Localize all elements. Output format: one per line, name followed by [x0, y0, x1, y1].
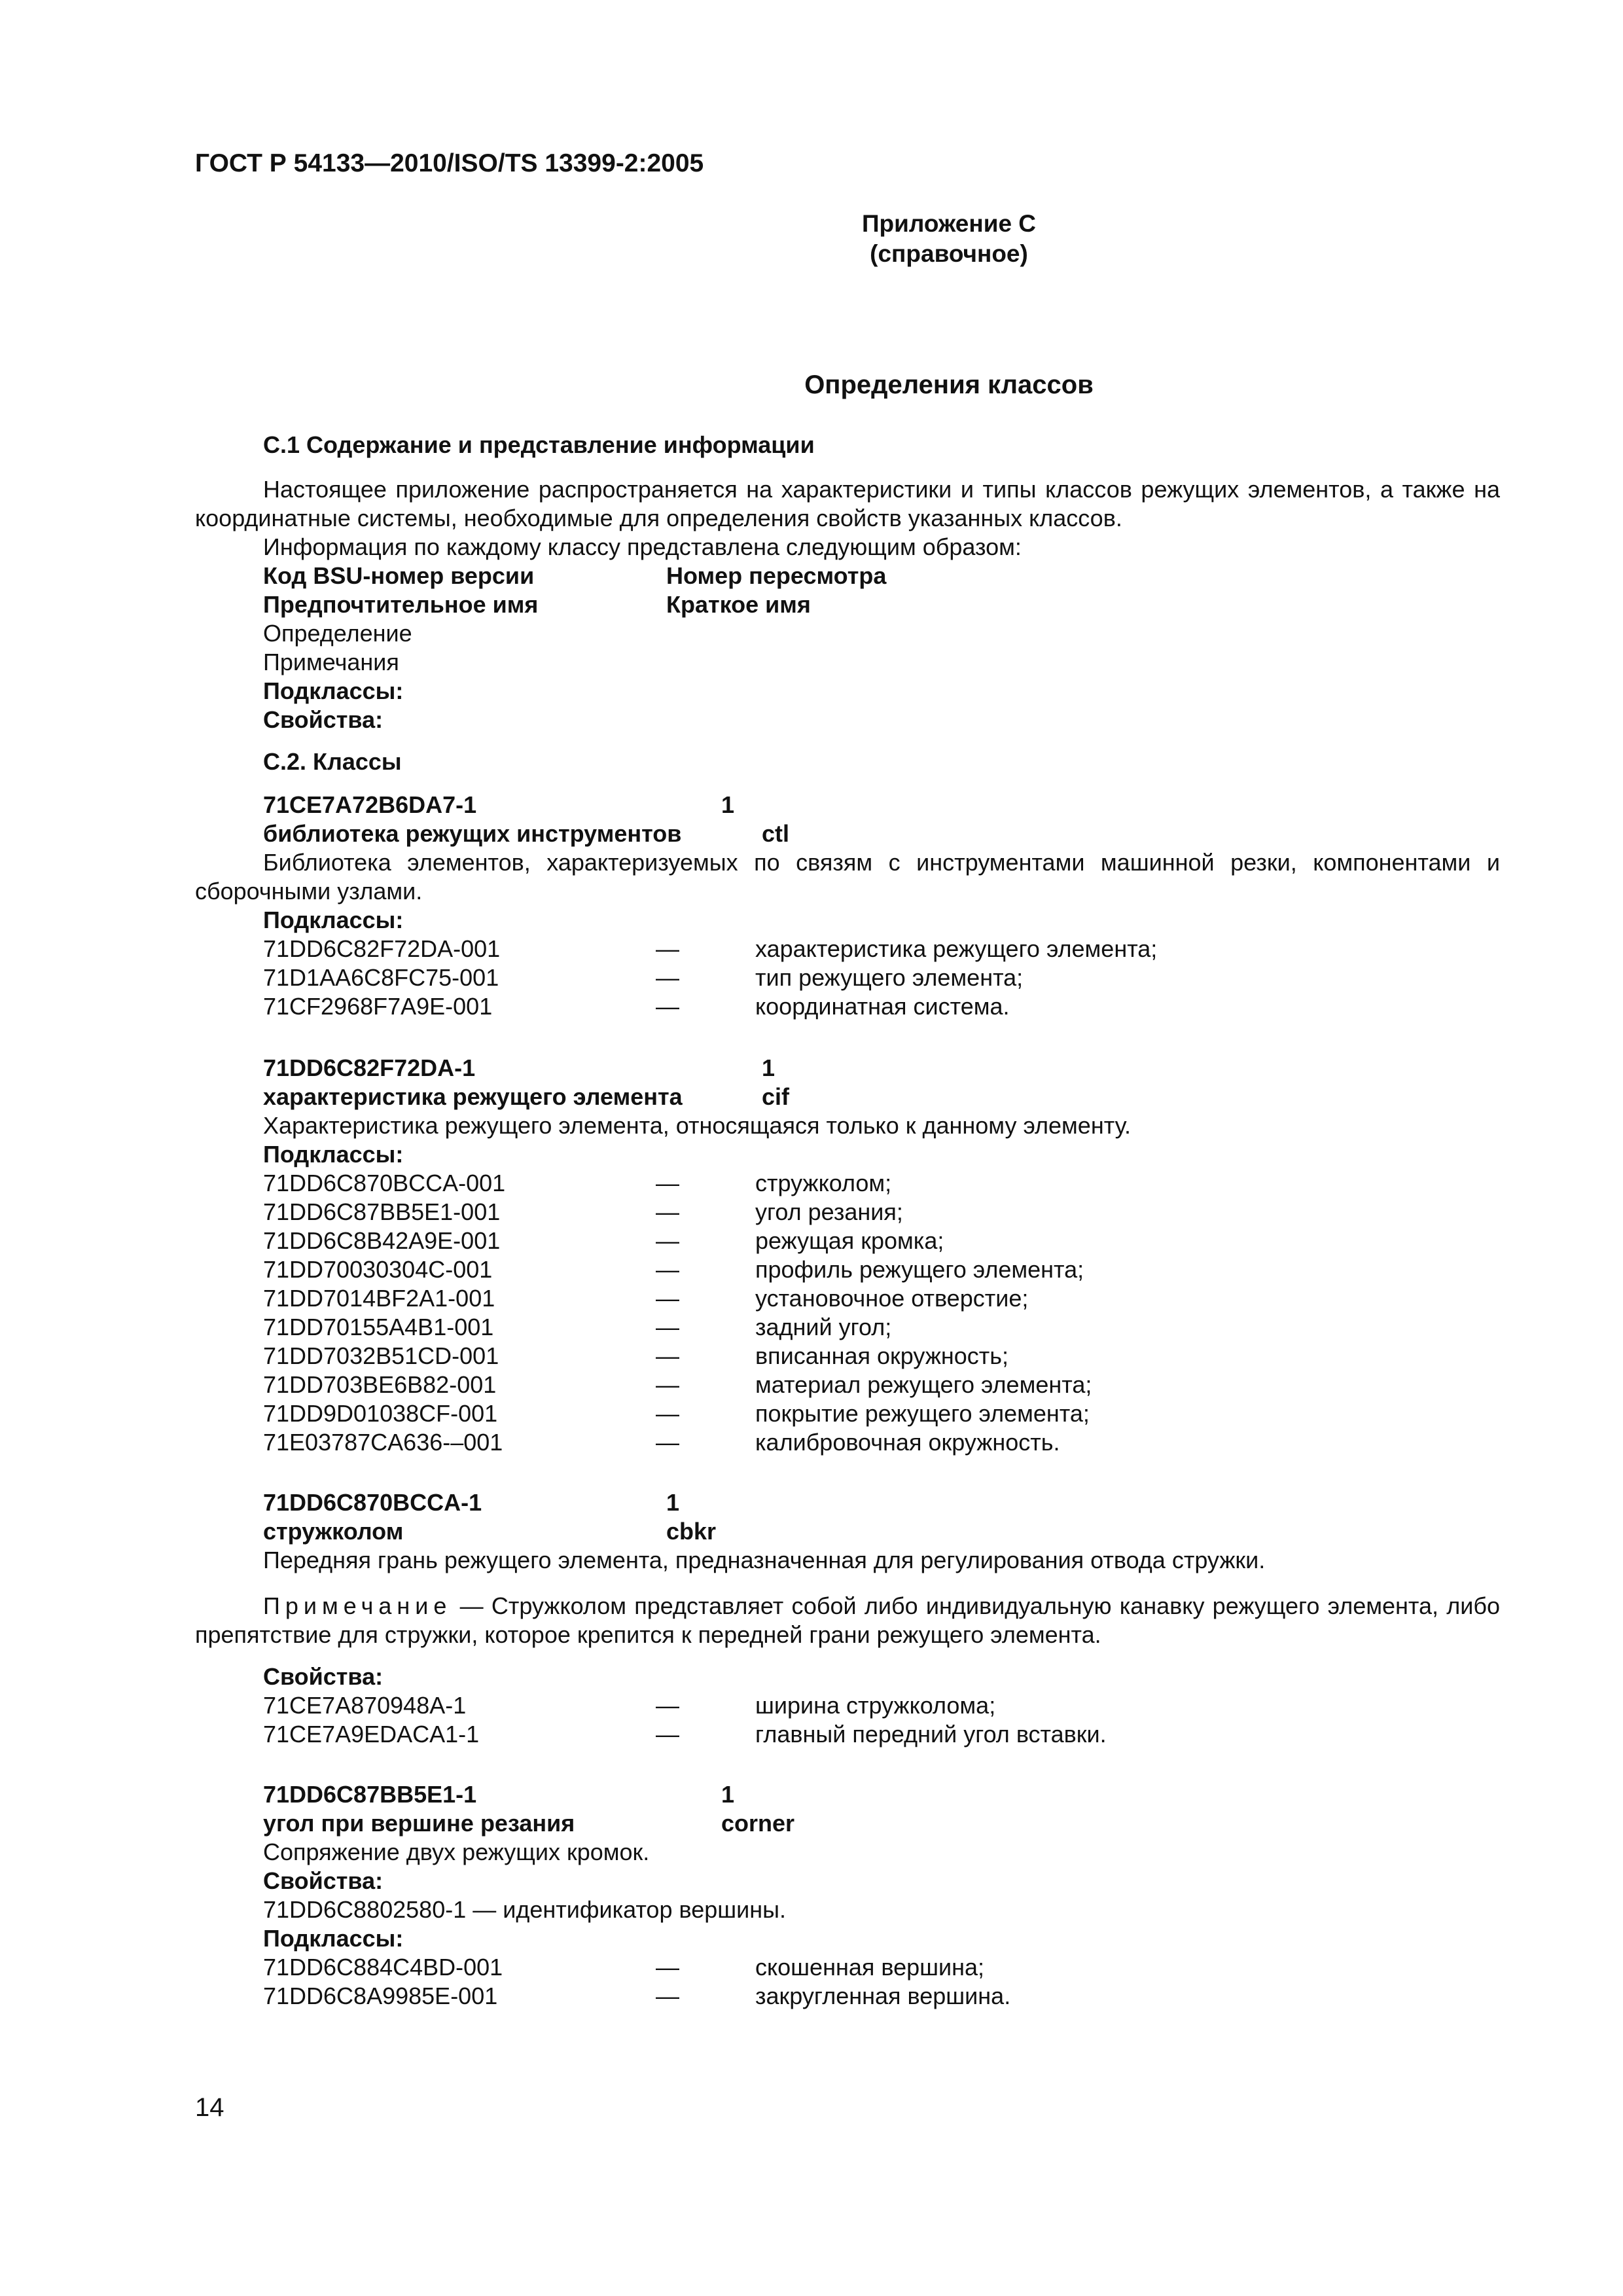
list-item: 71DD70030304C-001 — профиль режущего элемента; — [263, 1256, 1084, 1283]
list-item: 71DD6C884C4BD-001 — скошенная вершина; — [263, 1954, 985, 1981]
s1-field-properties: Свойства: — [263, 706, 383, 733]
s1-heading: С.1 Содержание и представление информации — [263, 431, 815, 458]
list-item: 71D1AA6C8FC75-001 — тип режущего элемента; — [263, 964, 1024, 991]
b4-property-line: 71DD6C8802580-1 — идентификатор вершины. — [263, 1896, 786, 1923]
b4-definition: Сопряжение двух режущих кромок. — [263, 1839, 650, 1865]
b2-code-row: 71DD6C82F72DA-1 1 — [263, 1054, 776, 1081]
list-item: 71DD6C8A9985E-001 — закругленная вершина. — [263, 1982, 1011, 2009]
list-item: 71CF2968F7A9E-001 — координатная система. — [263, 993, 1010, 1020]
list-item: 71DD70155A4B1-001 — задний угол; — [263, 1314, 892, 1340]
b4-subclasses-label: Подклассы: — [263, 1925, 404, 1952]
list-item: 71E03787CA636-–001 — калибровочная окружность. — [263, 1429, 1060, 1456]
b1-definition: Библиотека элементов, характеризуемых по связям с инструментами машинной резки, компонентами и сборочными узлами. — [195, 849, 1500, 905]
s1-field-name: Предпочтительное имя Краткое имя — [263, 591, 811, 618]
list-item: 71DD9D01038CF-001 — покрытие режущего элемента; — [263, 1400, 1090, 1427]
appendix-type: (справочное) — [870, 240, 1028, 267]
s1-para2: Информация по каждому классу представлена следующим образом: — [263, 533, 1022, 560]
list-item: 71DD6C8B42A9E-001 — режущая кромка; — [263, 1227, 944, 1254]
s1-field-subclasses: Подклассы: — [263, 677, 404, 704]
b3-note: Примечание — Стружколом представляет собой либо индивидуальную канавку режущего элемента, либо препятствие для стружки, которое крепится к передней грани режущего элемента. — [195, 1592, 1500, 1648]
list-item: 71DD7032B51CD-001 — вписанная окружность; — [263, 1342, 1009, 1369]
list-item: 71DD6C82F72DA-001 — характеристика режущего элемента; — [263, 935, 1158, 962]
b1-name-row: библиотека режущих инструментов ctl — [263, 820, 790, 847]
b4-code-row: 71DD6C87BB5E1-1 1 — [263, 1781, 735, 1808]
b2-definition: Характеристика режущего элемента, относящаяся только к данному элементу. — [263, 1112, 1131, 1139]
b3-definition: Передняя грань режущего элемента, предназначенная для регулирования отвода стружки. — [263, 1547, 1266, 1573]
document-header: ГОСТ Р 54133—2010/ISO/TS 13399-2:2005 — [195, 149, 704, 177]
section-title: Определения классов — [804, 370, 1094, 399]
s1-field-notes: Примечания — [263, 649, 399, 675]
b2-name-row: характеристика режущего элемента cif — [263, 1083, 790, 1110]
b1-code-row: 71CE7A72B6DA7-1 1 — [263, 791, 735, 818]
s1-para1: Настоящее приложение распространяется на характеристики и типы классов режущих элементов, а также на координатные системы, необходимые для определения свойств указанных классов. — [195, 476, 1500, 531]
b1-subclasses-label: Подклассы: — [263, 906, 404, 933]
list-item: 71DD6C870BCCA-001 — стружколом; — [263, 1170, 892, 1196]
b4-properties-label: Свойства: — [263, 1867, 383, 1894]
b4-name-row: угол при вершине резания corner — [263, 1810, 795, 1837]
list-item: 71CE7A870948A-1 — ширина стружколома; — [263, 1692, 996, 1719]
list-item: 71DD7014BF2A1-001 — установочное отверстие; — [263, 1285, 1029, 1312]
list-item: 71CE7A9EDACA1-1 — главный передний угол вставки. — [263, 1721, 1107, 1748]
b3-name-row: стружколом cbkr — [263, 1518, 717, 1545]
list-item: 71DD703BE6B82-001 — материал режущего элемента; — [263, 1371, 1092, 1398]
s1-field-code: Код BSU-номер версии Номер пересмотра — [263, 562, 887, 589]
s1-field-def: Определение — [263, 620, 412, 647]
b3-code-row: 71DD6C870BCCA-1 1 — [263, 1489, 680, 1516]
b2-subclasses-label: Подклассы: — [263, 1141, 404, 1168]
list-item: 71DD6C87BB5E1-001 — угол резания; — [263, 1198, 903, 1225]
s2-heading: С.2. Классы — [263, 748, 402, 775]
b3-properties-label: Свойства: — [263, 1663, 383, 1690]
page-number: 14 — [195, 2093, 224, 2122]
appendix-label: Приложение С — [861, 210, 1037, 237]
